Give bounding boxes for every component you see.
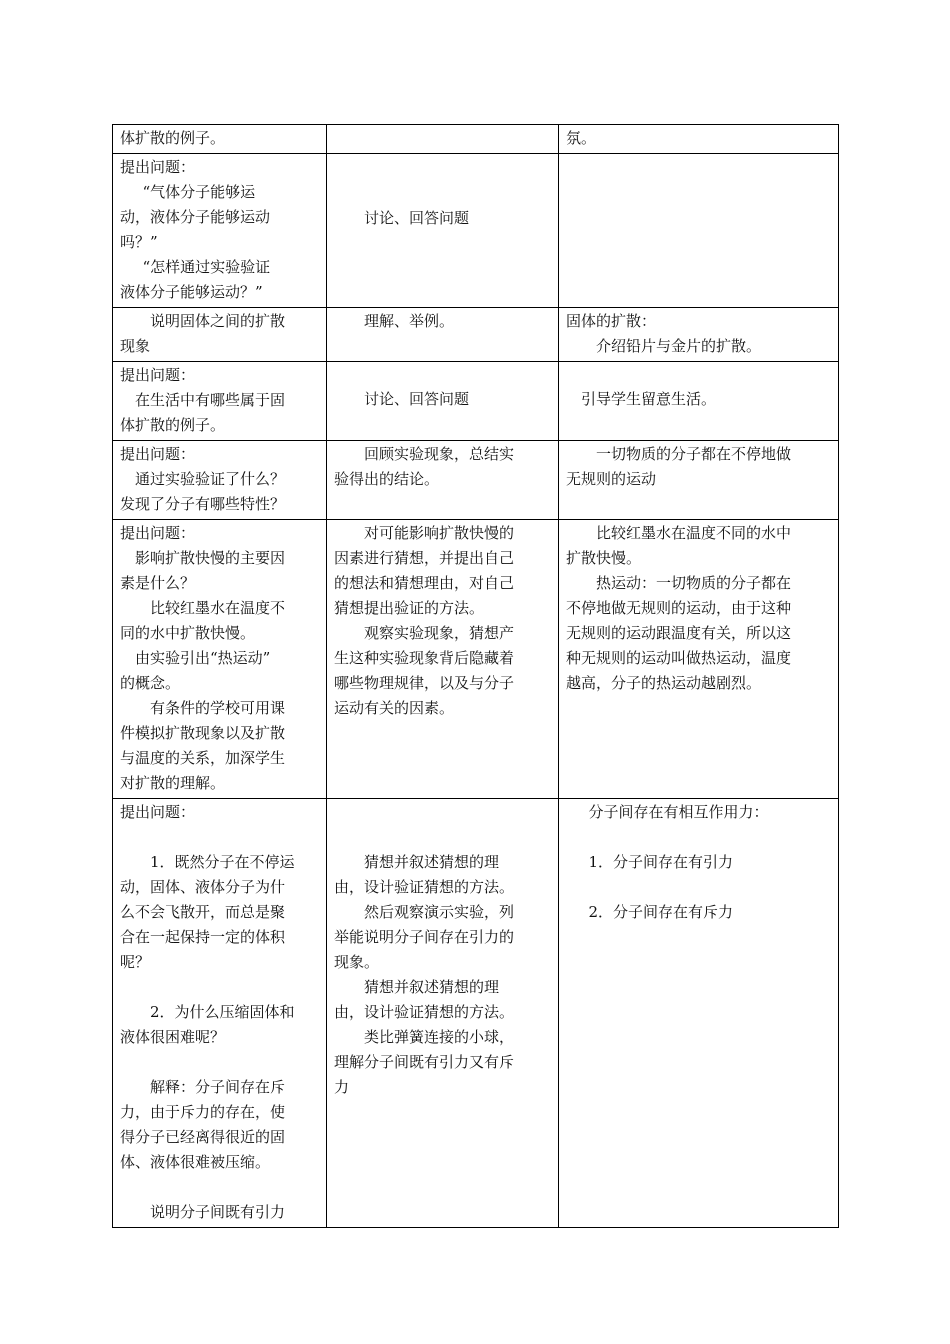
notes-cell [559, 308, 839, 362]
cell-line: 现象 [120, 337, 151, 355]
cell-line: 比较红墨水在温度不 [150, 599, 286, 617]
cell-line: 讨论、回答问题 [364, 209, 470, 227]
cell-line: 提出问题： [120, 803, 196, 821]
cell-line: 种无规则的运动叫做热运动，温度 [566, 649, 792, 667]
spacer [120, 1050, 320, 1075]
cell-line: 由，设计验证猜想的方法。 [334, 878, 515, 896]
cell-line: 同的水中扩散快慢。 [120, 624, 256, 642]
notes-cell [559, 441, 839, 520]
table-row [113, 520, 839, 799]
cell-line: 合在一起保持一定的体积 [120, 928, 286, 946]
cell-line: “怎样通过实验验证 [142, 258, 271, 276]
spacer [120, 825, 320, 850]
cell-line: 猜想并叙述猜想的理 [364, 853, 500, 871]
teacher-activity-cell [113, 799, 327, 1228]
cell-line: 生这种实验现象背后隐藏着 [334, 649, 515, 667]
notes-cell [559, 799, 839, 1228]
cell-line: 素是什么？ [120, 574, 196, 592]
notes-cell [559, 125, 839, 154]
cell-line: 猜想提出验证的方法。 [334, 599, 485, 617]
lesson-plan-table [112, 124, 839, 1228]
spacer [566, 875, 832, 900]
cell-line: 提出问题： [120, 366, 196, 384]
student-activity-cell [327, 799, 559, 1228]
student-activity-cell [327, 308, 559, 362]
cell-line: 介绍铅片与金片的扩散。 [596, 337, 762, 355]
cell-line: 验得出的结论。 [334, 470, 440, 488]
notes-cell [559, 362, 839, 441]
cell-line: 说明分子间既有引力 [150, 1203, 286, 1221]
cell-line: 说明固体之间的扩散 [150, 312, 286, 330]
table-row [113, 441, 839, 520]
cell-line: 举能说明分子间存在引力的 [334, 928, 515, 946]
cell-line: 猜想并叙述猜想的理 [364, 978, 500, 996]
cell-line: 解释：分子间存在斥 [150, 1078, 286, 1096]
cell-line: 动，液体分子能够运动 [120, 208, 271, 226]
cell-line: 呢？ [120, 953, 151, 971]
table-row [113, 799, 839, 1228]
cell-line: 发现了分子有哪些特性？ [120, 495, 286, 513]
cell-line: 观察实验现象，猜想产 [364, 624, 515, 642]
table-row [113, 125, 839, 154]
teacher-activity-cell [113, 441, 327, 520]
cell-line: 氛。 [566, 129, 597, 147]
cell-line: 分子间存在有相互作用力： [588, 803, 769, 821]
cell-line: 提出问题： [120, 445, 196, 463]
student-activity-cell [327, 154, 559, 308]
cell-line: 固体的扩散： [566, 312, 657, 330]
cell-line: 通过实验验证了什么？ [135, 470, 286, 488]
cell-line: 2．分子间存在有斥力 [588, 903, 734, 921]
teacher-activity-cell [113, 154, 327, 308]
cell-line: “气体分子能够运 [142, 183, 256, 201]
cell-line: 因素进行猜想，并提出自己 [334, 549, 515, 567]
cell-line: 体扩散的例子。 [120, 129, 226, 147]
cell-line: 液体很困难呢？ [120, 1028, 226, 1046]
cell-line: 然后观察演示实验，列 [364, 903, 515, 921]
student-activity-cell [327, 441, 559, 520]
cell-line: 越高，分子的热运动越剧烈。 [566, 674, 762, 692]
spacer [566, 825, 832, 850]
cell-line: 吗？” [120, 233, 158, 251]
teacher-activity-cell [113, 520, 327, 799]
cell-line: 一切物质的分子都在不停地做 [596, 445, 792, 463]
notes-cell [559, 154, 839, 308]
cell-line: 哪些物理规律，以及与分子 [334, 674, 515, 692]
cell-line: 运动有关的因素。 [334, 699, 455, 717]
cell-line: 比较红墨水在温度不同的水中 [596, 524, 792, 542]
cell-line: 由实验引出“热运动” [135, 649, 271, 667]
cell-line: 对扩散的理解。 [120, 774, 226, 792]
cell-line: 的想法和猜想理由，对自己 [334, 574, 515, 592]
cell-line: 1．分子间存在有引力 [588, 853, 734, 871]
cell-line: 在生活中有哪些属于固 [135, 391, 286, 409]
cell-line: 现象。 [334, 953, 380, 971]
cell-line: 影响扩散快慢的主要因 [135, 549, 286, 567]
cell-line: 与温度的关系，加深学生 [120, 749, 286, 767]
student-activity-cell [327, 125, 559, 154]
cell-line: 力 [334, 1078, 350, 1096]
spacer [120, 975, 320, 1000]
cell-line: 引导学生留意生活。 [581, 390, 717, 408]
cell-line: 体、液体很难被压缩。 [120, 1153, 271, 1171]
cell-line: 由，设计验证猜想的方法。 [334, 1003, 515, 1021]
table-row [113, 308, 839, 362]
cell-line: 2．为什么压缩固体和 [150, 1003, 295, 1021]
cell-line: 件模拟扩散现象以及扩散 [120, 724, 286, 742]
cell-line: 对可能影响扩散快慢的 [364, 524, 515, 542]
cell-line: 有条件的学校可用课 [150, 699, 286, 717]
cell-line: 力，由于斥力的存在，使 [120, 1103, 286, 1121]
cell-line: 液体分子能够运动？” [120, 283, 263, 301]
teacher-activity-cell [113, 308, 327, 362]
cell-line: 提出问题： [120, 524, 196, 542]
cell-line: 扩散快慢。 [566, 549, 642, 567]
cell-line: 理解分子间既有引力又有斥 [334, 1053, 515, 1071]
spacer [120, 1175, 320, 1200]
cell-line: 动，固体、液体分子为什 [120, 878, 286, 896]
student-activity-cell [327, 520, 559, 799]
student-activity-cell [327, 362, 559, 441]
cell-line: 体扩散的例子。 [120, 416, 226, 434]
table-row [113, 154, 839, 308]
cell-line: 不停地做无规则的运动，由于这种 [566, 599, 792, 617]
table-row [113, 362, 839, 441]
cell-line: 1．既然分子在不停运 [150, 853, 295, 871]
cell-line: 无规则的运动 [566, 470, 657, 488]
notes-cell [559, 520, 839, 799]
cell-line: 理解、举例。 [364, 312, 455, 330]
cell-line: 回顾实验现象，总结实 [364, 445, 515, 463]
cell-line: 得分子已经离得很近的固 [120, 1128, 286, 1146]
cell-line: 无规则的运动跟温度有关，所以这 [566, 624, 792, 642]
cell-line: 类比弹簧连接的小球， [364, 1028, 515, 1046]
cell-line: 提出问题： [120, 158, 196, 176]
teacher-activity-cell [113, 125, 327, 154]
teacher-activity-cell [113, 362, 327, 441]
cell-line: 热运动：一切物质的分子都在 [596, 574, 792, 592]
cell-line: 么不会飞散开，而总是聚 [120, 903, 286, 921]
cell-line: 讨论、回答问题 [364, 390, 470, 408]
cell-line: 的概念。 [120, 674, 181, 692]
